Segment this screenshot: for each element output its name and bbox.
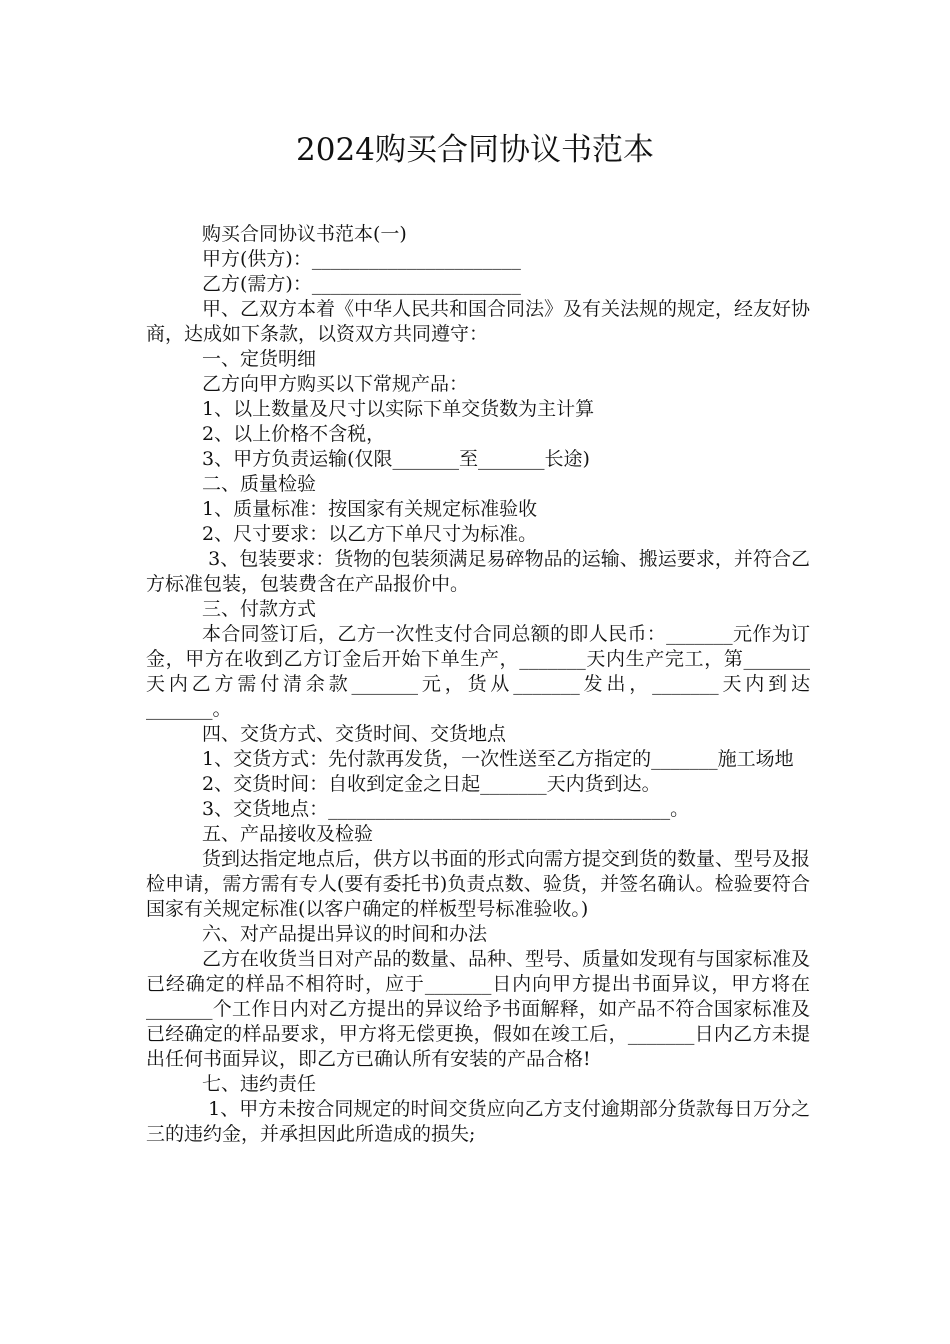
clause-heading-1: 一、定货明细	[202, 348, 317, 370]
list-item: 1、以上数量及尺寸以实际下单交货数为主计算	[202, 398, 595, 420]
clause-heading-6: 六、对产品提出异议的时间和办法	[202, 923, 488, 945]
preamble-paragraph: 甲、乙双方本着《中华人民共和国合同法》及有关法规的规定，经友好协商，达成如下条款，以资双方共同遵守：	[146, 298, 811, 345]
clause-heading-7: 七、违约责任	[202, 1073, 317, 1095]
party-b-line: 乙方(需方)：______________________	[202, 273, 521, 295]
list-item: 3、交货地点：____________________________________。	[202, 798, 690, 820]
list-item: 1、质量标准：按国家有关规定标准验收	[202, 498, 538, 520]
list-item: 3、包装要求：货物的包装须满足易碎物品的运输、搬运要求，并符合乙方标准包装，包装费含在产品报价中。	[146, 548, 811, 595]
clause-heading-5: 五、产品接收及检验	[202, 823, 374, 845]
party-a-line: 甲方(供方)：______________________	[202, 248, 521, 270]
clause-heading-3: 三、付款方式	[202, 598, 317, 620]
list-item: 3、甲方负责运输(仅限_______至_______长途)	[202, 448, 590, 470]
objection-paragraph: 乙方在收货当日对产品的数量、品种、型号、质量如发现有与国家标准及已经确定的样品不相符时，应于_______日内向甲方提出书面异议，甲方将在_______个工作日内对乙方提出的异议给予书面解释，如产品不符合国家标准及已经确定的样品要求，甲方将无偿更换，假如在竣工后，_______日内乙方未提出任何书面异议，即乙方已确认所有安装的产品合格!	[146, 948, 811, 1070]
list-item: 1、甲方未按合同规定的时间交货应向乙方支付逾期部分货款每日万分之三的违约金，并承担因此所造成的损失;	[146, 1098, 811, 1145]
document-title: 2024购买合同协议书范本	[296, 132, 654, 168]
list-item: 2、尺寸要求：以乙方下单尺寸为标准。	[202, 523, 538, 545]
list-item: 2、交货时间：自收到定金之日起_______天内货到达。	[202, 773, 661, 795]
list-item: 2、以上价格不含税，	[202, 423, 386, 445]
clause-heading-2: 二、质量检验	[202, 473, 317, 495]
payment-paragraph: 本合同签订后，乙方一次性支付合同总额的即人民币：_______元作为订金，甲方在收到乙方订金后开始下单生产，_______天内生产完工，第_______天内乙方需付清余款_______元，货从_______发出，_______天内到达_______。	[146, 623, 810, 720]
document-body	[146, 222, 810, 1147]
clause-heading-4: 四、交货方式、交货时间、交货地点	[202, 723, 507, 745]
paragraph: 乙方向甲方购买以下常规产品：	[202, 373, 469, 395]
list-item: 1、交货方式：先付款再发货，一次性送至乙方指定的_______施工场地	[202, 748, 794, 770]
section-heading: 购买合同协议书范本(一)	[202, 223, 407, 245]
inspection-paragraph: 货到达指定地点后，供方以书面的形式向需方提交到货的数量、型号及报检申请，需方需有专人(要有委托书)负责点数、验货，并签名确认。检验要符合国家有关规定标准(以客户确定的样板型号标准验收。)	[146, 848, 811, 920]
